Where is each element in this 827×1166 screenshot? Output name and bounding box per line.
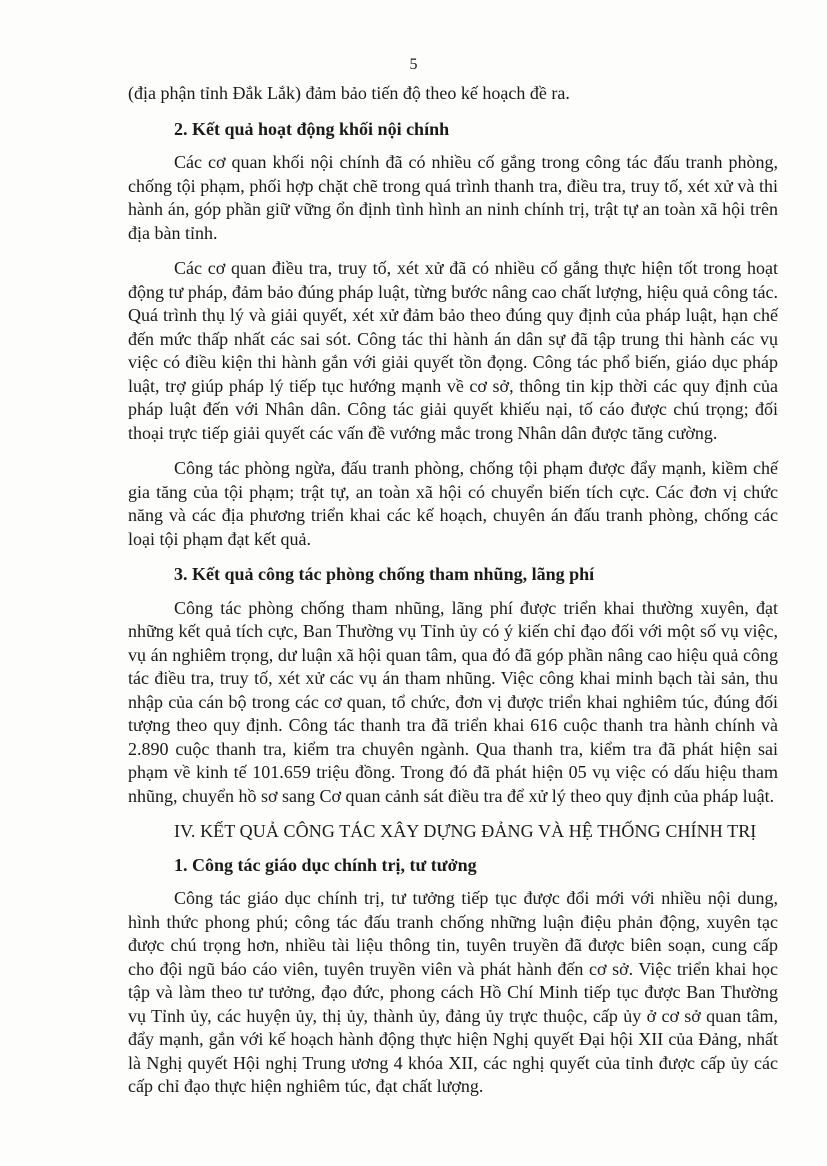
chapter-heading-party-building: IV. KẾT QUẢ CÔNG TÁC XÂY DỰNG ĐẢNG VÀ HỆ THỐNG CHÍNH TRỊ: [174, 821, 757, 841]
document-body: [128, 82, 778, 1111]
paragraph: Các cơ quan khối nội chính đã có nhiều cố gắng trong công tác đấu tranh phòng, chống tội phạm, phối hợp chặt chẽ trong quá trình thanh tra, điều tra, truy tố, xét xử và thi hành án, góp phần giữ vững ổn định tình hình an ninh chính trị, trật tự an toàn xã hội trên địa bàn tỉnh.: [128, 152, 778, 243]
page-number: 5: [409, 56, 418, 73]
paragraph-continued: (địa phận tỉnh Đắk Lắk) đảm bảo tiến độ theo kế hoạch đề ra.: [128, 83, 570, 103]
paragraph: Công tác giáo dục chính trị, tư tưởng tiếp tục được đổi mới với nhiều nội dung, hình thức phong phú; công tác đấu tranh chống những luận điệu phản động, xuyên tạc được chú trọng hơn, nhiều tài liệu thông tin, tuyên truyền đã được biên soạn, cung cấp cho đội ngũ báo cáo viên, tuyên truyền viên và phát hành đến cơ sở. Việc triển khai học tập và làm theo tư tưởng, đạo đức, phong cách Hồ Chí Minh tiếp tục được Ban Thường vụ Tỉnh ủy, các huyện ủy, thị ủy, thành ủy, đảng ủy trực thuộc, cấp ủy ở cơ sở quan tâm, đẩy mạnh, gắn với kế hoạch hành động thực hiện Nghị quyết Đại hội XII của Đảng, nhất là Nghị quyết Hội nghị Trung ương 4 khóa XII, các nghị quyết của tỉnh được cấp ủy các cấp chỉ đạo thực hiện nghiêm túc, đạt chất lượng.: [128, 888, 778, 1096]
section-heading-political-education: 1. Công tác giáo dục chính trị, tư tưởng: [174, 854, 477, 875]
section-heading-internal-affairs: 2. Kết quả hoạt động khối nội chính: [174, 118, 450, 139]
paragraph: Công tác phòng ngừa, đấu tranh phòng, chống tội phạm được đẩy mạnh, kiềm chế gia tăng của tội phạm; trật tự, an toàn xã hội có chuyển biến tích cực. Các đơn vị chức năng và các địa phương triển khai các kế hoạch, chuyên án đấu tranh phòng, chống các loại tội phạm đạt kết quả.: [128, 458, 778, 549]
section-heading-anti-corruption: 3. Kết quả công tác phòng chống tham nhũng, lãng phí: [174, 564, 595, 584]
paragraph: Công tác phòng chống tham nhũng, lãng phí được triển khai thường xuyên, đạt những kết quả tích cực, Ban Thường vụ Tỉnh ủy có ý kiến chỉ đạo đối với một số vụ việc, vụ án nghiêm trọng, dư luận xã hội quan tâm, qua đó đã góp phần nâng cao hiệu quả công tác điều tra, truy tố, xét xử các vụ án tham nhũng. Việc công khai minh bạch tài sản, thu nhập của cán bộ trong các cơ quan, tổ chức, đơn vị được triển khai nghiêm túc, đúng đối tượng theo quy định. Công tác thanh tra đã triển khai 616 cuộc thanh tra hành chính và 2.890 cuộc thanh tra, kiểm tra chuyên ngành. Qua thanh tra, kiểm tra đã phát hiện sai phạm về kinh tế 101.659 triệu đồng. Trong đó đã phát hiện 05 vụ việc có dấu hiệu tham nhũng, chuyển hồ sơ sang Cơ quan cảnh sát điều tra để xử lý theo quy định của pháp luật.: [128, 597, 778, 806]
paragraph: Các cơ quan điều tra, truy tố, xét xử đã có nhiều cố gắng thực hiện tốt trong hoạt động tư pháp, đảm bảo đúng pháp luật, từng bước nâng cao chất lượng, hiệu quả công tác. Quá trình thụ lý và giải quyết, xét xử đảm bảo theo đúng quy định của pháp luật, hạn chế đến mức thấp nhất các sai sót. Công tác thi hành án dân sự đã tập trung thi hành các vụ việc có điều kiện thi hành gắn với giải quyết tồn đọng. Công tác phổ biến, giáo dục pháp luật, trợ giúp pháp lý tiếp tục hướng mạnh về cơ sở, thông tin kịp thời các quy định của pháp luật đến với Nhân dân. Công tác giải quyết khiếu nại, tố cáo được chú trọng; đối thoại trực tiếp giải quyết các vấn đề vướng mắc trong Nhân dân được tăng cường.: [128, 258, 778, 443]
